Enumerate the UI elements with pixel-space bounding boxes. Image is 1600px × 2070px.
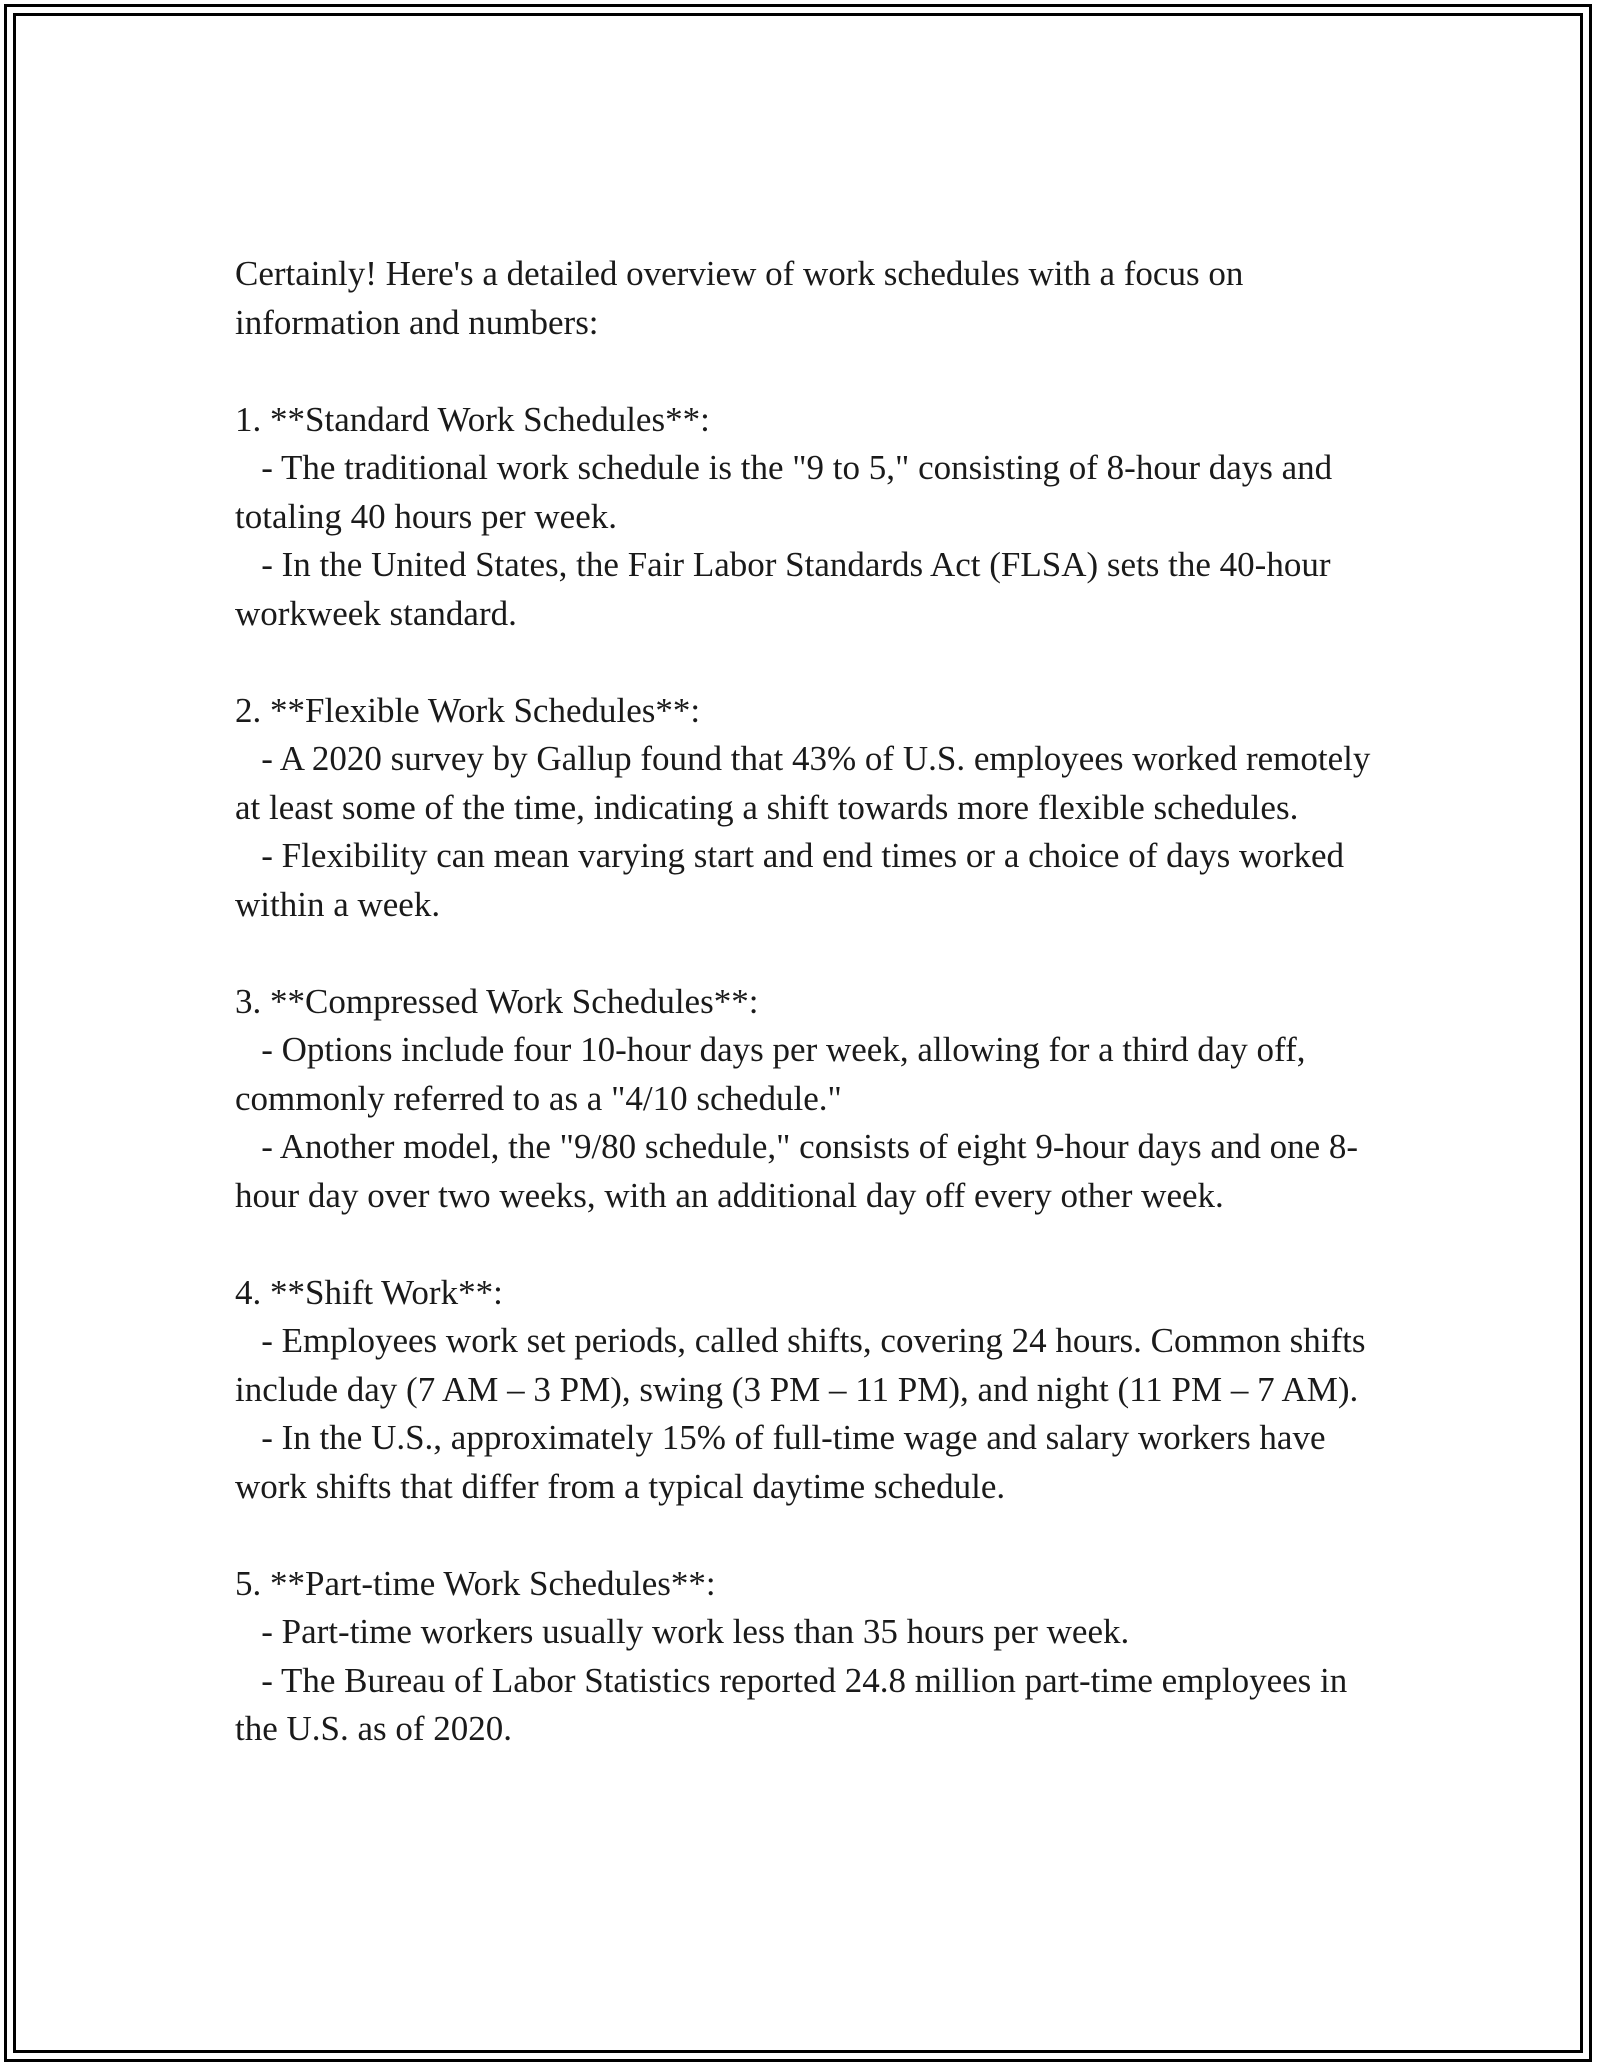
document-body bbox=[235, 250, 1380, 1754]
section-flexible-work-schedules bbox=[235, 687, 1380, 930]
bullet-item: - Options include four 10-hour days per week, allowing for a third day off, commonly referred to as a "4/10 schedule." bbox=[235, 1030, 1315, 1118]
bullet-item: - The traditional work schedule is the "9 to 5," consisting of 8-hour days and totaling 40 hours per week. bbox=[235, 448, 1341, 536]
section-standard-work-schedules bbox=[235, 396, 1375, 639]
bullet-item: - Employees work set periods, called shifts, covering 24 hours. Common shifts include day (7 AM – 3 PM), swing (3 PM – 11 PM), and night (11 PM – 7 AM). bbox=[235, 1321, 1375, 1409]
section-heading: 4. **Shift Work**: bbox=[235, 1272, 503, 1312]
section-heading: 5. **Part-time Work Schedules**: bbox=[235, 1563, 716, 1603]
spacer bbox=[235, 638, 1375, 687]
section-compressed-work-schedules bbox=[235, 978, 1375, 1221]
intro-paragraph: Certainly! Here's a detailed overview of work schedules with a focus on information and numbers: bbox=[235, 254, 1253, 342]
spacer bbox=[235, 347, 1375, 396]
spacer bbox=[235, 1511, 1375, 1560]
bullet-item: - Another model, the "9/80 schedule," consists of eight 9-hour days and one 8-hour day over two weeks, with an additional day off every other week. bbox=[235, 1127, 1359, 1215]
section-part-time-work-schedules bbox=[235, 1560, 1375, 1754]
spacer bbox=[235, 929, 1375, 978]
bullet-item: - The Bureau of Labor Statistics reported 24.8 million part-time employees in the U.S. as of 2020. bbox=[235, 1660, 1357, 1748]
section-heading: 1. **Standard Work Schedules**: bbox=[235, 399, 710, 439]
spacer bbox=[235, 1220, 1375, 1269]
section-shift-work bbox=[235, 1269, 1375, 1512]
bullet-item: - A 2020 survey by Gallup found that 43% of U.S. employees worked remotely at least some of the time, indicating a shift towards more flexible schedules. bbox=[235, 739, 1380, 827]
bullet-item: - In the U.S., approximately 15% of full-time wage and salary workers have work shifts that differ from a typical daytime schedule. bbox=[235, 1418, 1335, 1506]
bullet-item: - Flexibility can mean varying start and end times or a choice of days worked within a week. bbox=[235, 836, 1353, 924]
section-heading: 3. **Compressed Work Schedules**: bbox=[235, 981, 759, 1021]
bullet-item: - Part-time workers usually work less than 35 hours per week. bbox=[235, 1612, 1130, 1651]
bullet-item: - In the United States, the Fair Labor Standards Act (FLSA) sets the 40-hour workweek standard. bbox=[235, 545, 1340, 633]
section-heading: 2. **Flexible Work Schedules**: bbox=[235, 690, 701, 730]
